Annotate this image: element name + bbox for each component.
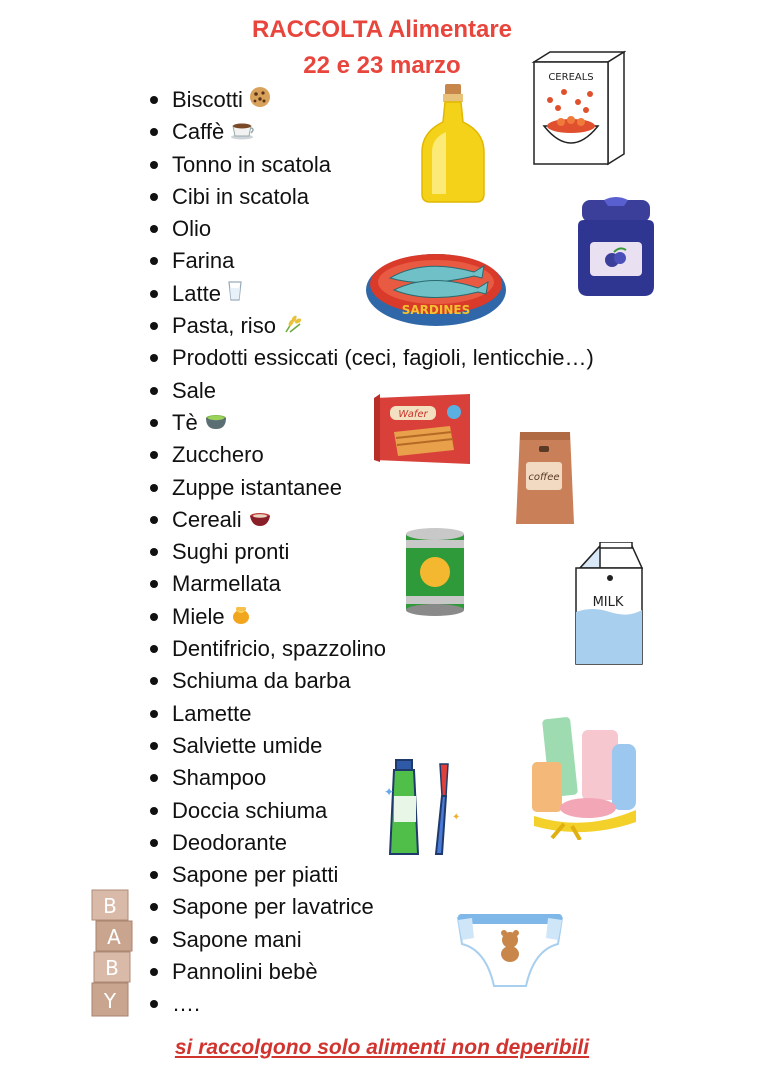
svg-text:✦: ✦ <box>384 785 395 799</box>
list-item-label: Biscotti <box>172 87 243 112</box>
list-item-label: Deodorante <box>172 829 287 855</box>
list-item-label: Sapone per lavatrice <box>172 894 374 920</box>
wafer-pack-illustration <box>370 392 474 468</box>
page-title: RACCOLTA Alimentare <box>251 16 512 43</box>
list-item-label: Lamette <box>172 700 252 726</box>
baby-block-letter: A <box>107 925 121 949</box>
list-item <box>150 665 594 697</box>
baby-blocks-illustration <box>88 888 138 1020</box>
coffee-bag-label: coffee <box>528 472 560 483</box>
list-item-label: Farina <box>172 248 235 274</box>
collection-list <box>150 84 594 1021</box>
list-item-label: Doccia schiuma <box>172 797 328 823</box>
list-item-label: Marmellata <box>172 571 281 597</box>
list-item-label: Sapone per piatti <box>172 862 339 888</box>
list-item-label: Olio <box>172 216 212 242</box>
list-item <box>150 213 594 245</box>
cookie-icon <box>249 85 271 117</box>
milk-carton-label: MILK <box>592 595 624 610</box>
milk-carton-illustration <box>570 542 646 666</box>
baby-block-letter: Y <box>103 989 117 1013</box>
list-item-label: Pasta, riso <box>172 313 276 339</box>
list-item <box>150 342 594 374</box>
list-item-label: Cibi in scatola <box>172 183 309 209</box>
list-item-label: Shampoo <box>172 765 267 791</box>
jam-jar-illustration <box>574 196 658 298</box>
list-item <box>150 601 594 633</box>
list-item-label: …. <box>172 991 201 1017</box>
event-dates: 22 e 23 marzo <box>303 52 461 79</box>
toothpaste-brush-illustration <box>382 756 466 858</box>
list-item-label: Sughi pronti <box>172 539 290 565</box>
list-item-label: Schiuma da barba <box>172 668 351 694</box>
coffee-bag-illustration <box>512 428 578 528</box>
list-item-label: Dentifricio, spazzolino <box>172 636 386 662</box>
baby-block-letter: B <box>103 894 117 918</box>
list-item <box>150 988 594 1020</box>
rice-sheaf-icon <box>282 311 304 343</box>
list-item-label: Prodotti essiccati (ceci, fagioli, lenticchie…) <box>172 345 594 371</box>
coffee-cup-icon <box>230 117 256 149</box>
list-item-label: Pannolini bebè <box>172 959 318 985</box>
list-item <box>150 633 594 665</box>
svg-text:✦: ✦ <box>452 812 461 823</box>
footer-note: si raccolgono solo alimenti non deperibili <box>174 1036 590 1059</box>
list-item <box>150 568 594 600</box>
cereal-box-illustration <box>528 50 626 168</box>
diaper-illustration <box>454 910 566 992</box>
list-item-label: Miele <box>172 603 225 629</box>
list-item-label: Caffè <box>172 119 225 145</box>
oil-bottle-illustration <box>418 82 488 206</box>
list-item-label: Tonno in scatola <box>172 151 331 177</box>
cosmetics-illustration <box>524 712 642 840</box>
sardines-tin-illustration <box>364 248 508 330</box>
list-item-label: Sapone mani <box>172 926 302 952</box>
list-item-label: Latte <box>172 280 221 306</box>
tea-icon <box>204 408 228 440</box>
list-item-label: Zucchero <box>172 442 264 468</box>
honey-pot-icon <box>231 602 251 634</box>
milk-glass-icon <box>227 279 243 311</box>
list-item <box>150 859 594 891</box>
list-item-label: Salviette umide <box>172 732 323 758</box>
sardines-label: SARDINES <box>401 303 471 317</box>
list-item-label: Cereali <box>172 506 242 532</box>
baby-block-letter: B <box>105 956 119 980</box>
list-item <box>150 181 594 213</box>
bowl-icon <box>248 505 272 537</box>
list-item-label: Sale <box>172 377 217 403</box>
list-item-label: Tè <box>172 409 198 435</box>
wafer-label: Wafer <box>398 409 428 420</box>
cereals-box-label: CEREALS <box>548 72 594 83</box>
canned-food-illustration <box>402 526 468 618</box>
list-item-label: Zuppe istantanee <box>172 474 343 500</box>
list-item <box>150 536 594 568</box>
